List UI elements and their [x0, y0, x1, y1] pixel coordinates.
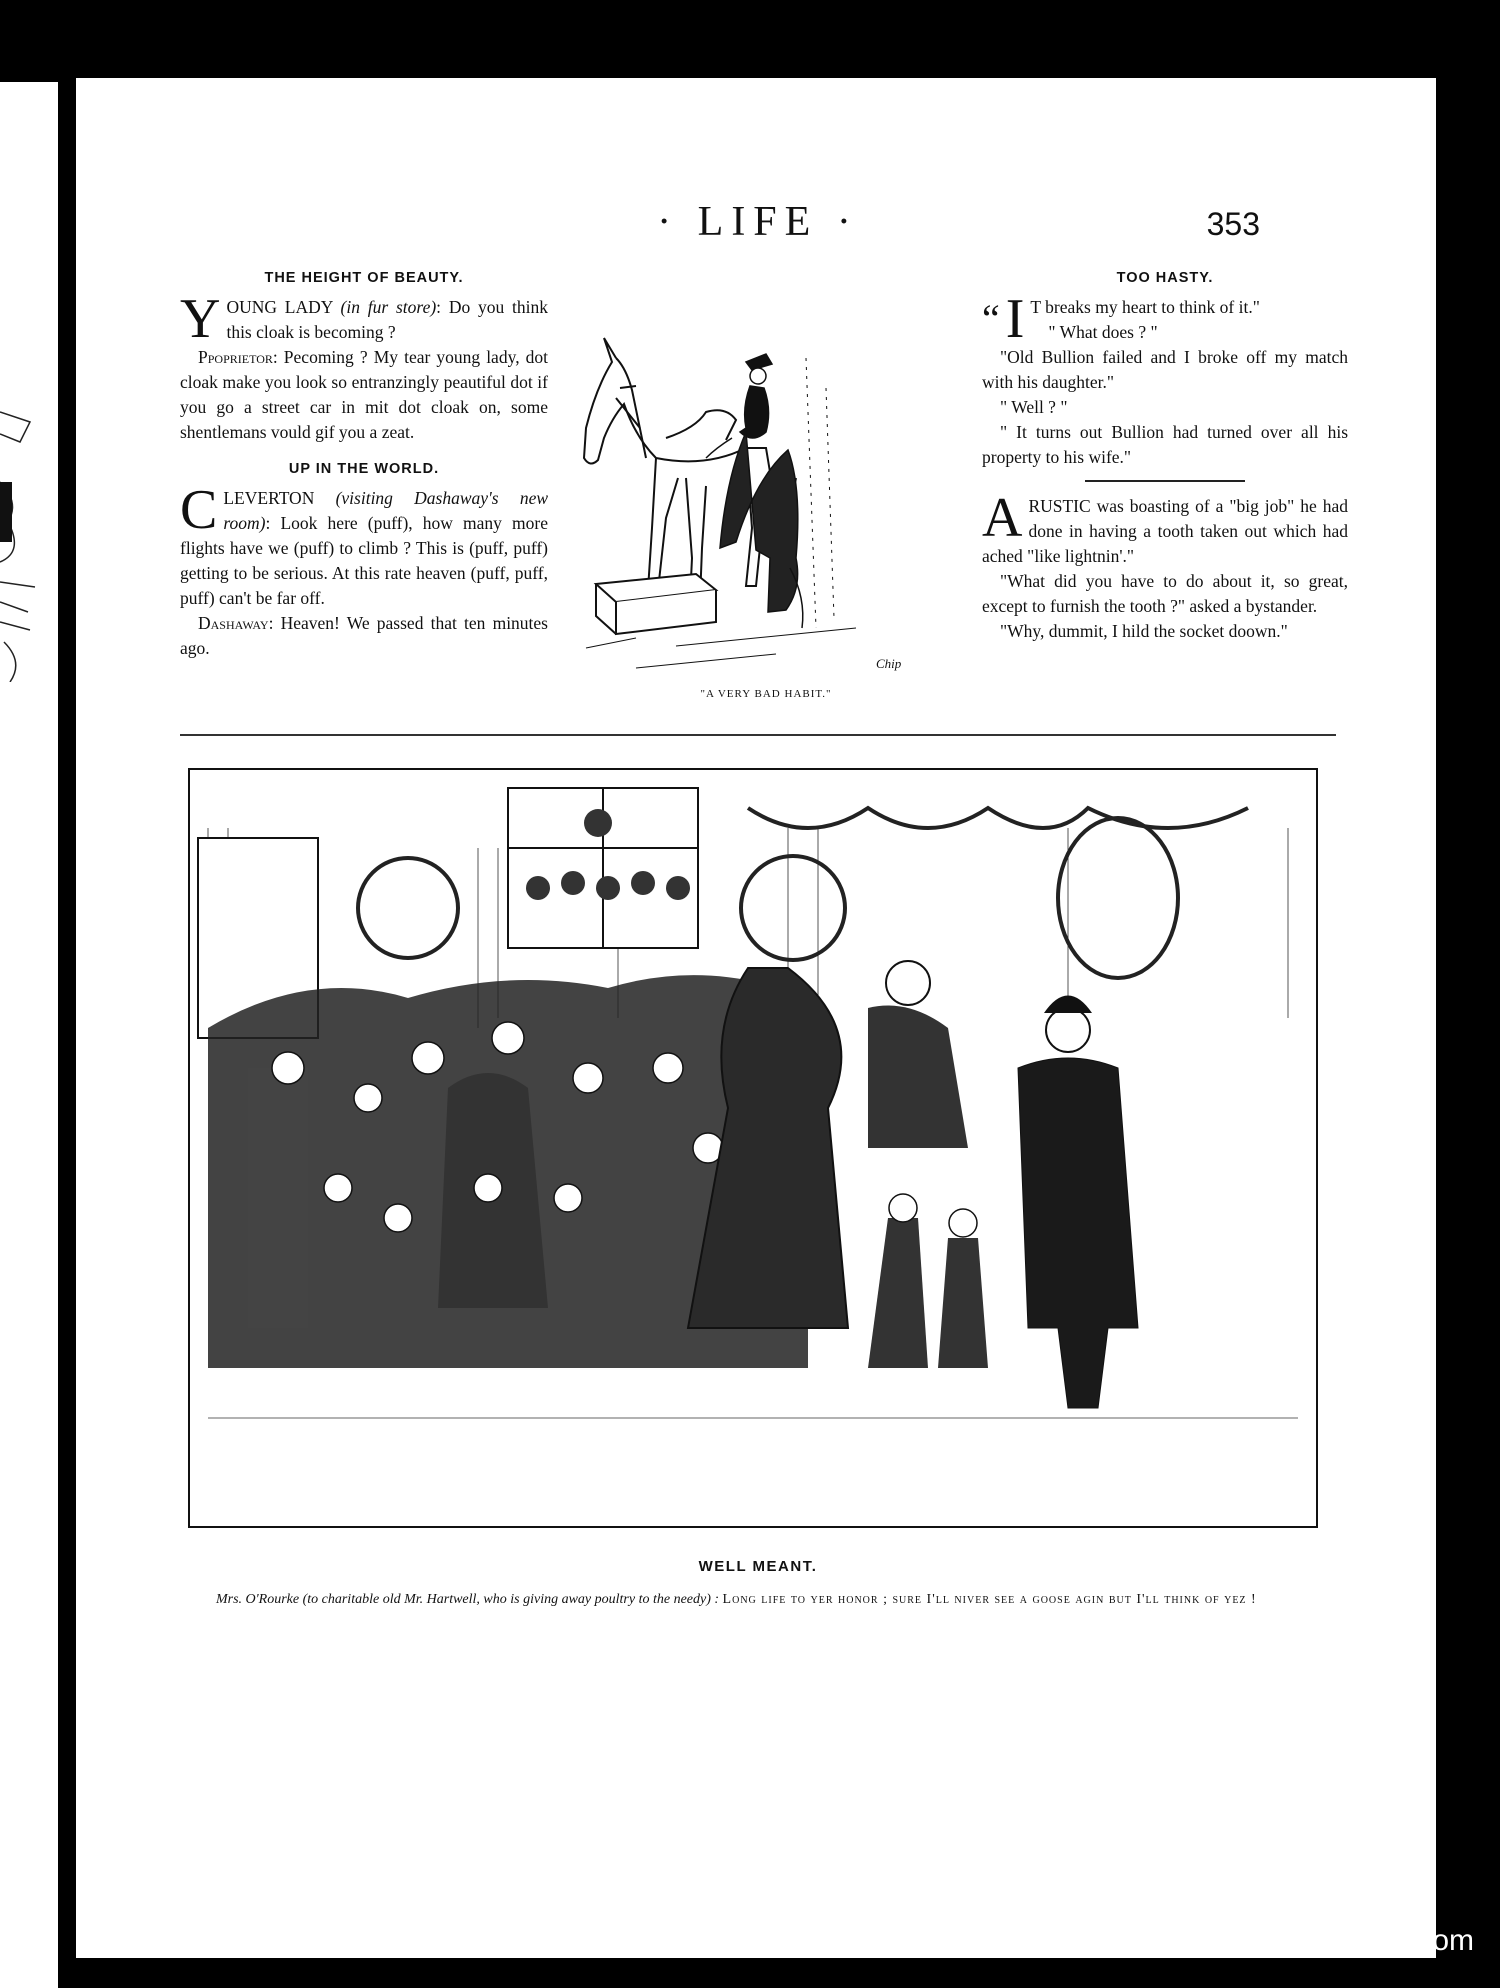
drop-cap: Y [180, 288, 221, 350]
masthead: · LIFE · [657, 199, 859, 245]
magazine-page [76, 78, 1440, 1958]
left-column [180, 266, 548, 661]
story-paragraph: CLEVERTON (visiting Dashaway's new room): Look here (puff), how many more flights have we (puff) to climb ? This is (puff, puff) getting to be serious. At this rate heaven (puff, puff, puff) can't be far off. [180, 479, 549, 608]
drop-cap: C [180, 479, 218, 541]
drop-cap: A [982, 487, 1023, 549]
artist-signature: Chip [876, 656, 902, 671]
story-paragraph: “ I T breaks my heart to think of it." [982, 288, 1260, 350]
story-paragraph: " It turns out Bullion had turned over all his property to his wife." [982, 422, 1348, 467]
story-paragraph: YOUNG LADY (in fur store): Do you think this cloak is becoming ? [180, 288, 549, 350]
story-paragraph: Ppoprietor: Pecoming ? My tear young lady, dot cloak make you look so entranzingly peautiful dot if you go a street car in mit dot cloak on, some shentlemans vould gif you a zeat. [180, 347, 548, 442]
story-paragraph: " What does ? " [1048, 322, 1158, 342]
story-paragraph: ARUSTIC was boasting of a "big job" he had done in having a tooth taken out which had ached "like lightnin'." [982, 487, 1348, 566]
story-paragraph: " Well ? " [1000, 397, 1068, 417]
watermark: comicbooks.com [1250, 1924, 1474, 1957]
story-heading: THE HEIGHT OF BEAUTY. [264, 270, 464, 286]
section-rule [1085, 480, 1245, 482]
previous-page-edge [0, 82, 62, 1988]
illustration-title: WELL MEANT. [698, 1558, 818, 1575]
drop-cap: I [1005, 288, 1025, 350]
previous-page-illustration-fragment [0, 82, 62, 682]
horse-and-lady-illustration [556, 328, 946, 688]
story-paragraph: Dashaway: Heaven! We passed that ten minutes ago. [180, 613, 548, 658]
story-heading: TOO HASTY. [1116, 270, 1214, 286]
story-paragraph: "Why, dummit, I hild the socket doown." [1000, 621, 1288, 641]
illustration-caption: Mrs. O'Rourke (to charitable old Mr. Hartwell, who is giving away poultry to the needy) : Long life to yer honor ; sure I'll niver see a goose agin but I'll think of yez ! [216, 1592, 1257, 1607]
story-paragraph: "What did you have to do about it, so great, except to furnish the tooth ?" asked a bystander. [982, 571, 1348, 616]
story-paragraph: "Old Bullion failed and I broke off my match with his daughter." [982, 347, 1348, 392]
section-divider [180, 734, 1336, 736]
illustration-caption: "A VERY BAD HABIT." [700, 688, 832, 700]
story-heading: UP IN THE WORLD. [288, 461, 440, 477]
page-number: 353 [1206, 206, 1260, 242]
well-meant-illustration [188, 768, 1318, 1528]
right-column [982, 266, 1348, 644]
